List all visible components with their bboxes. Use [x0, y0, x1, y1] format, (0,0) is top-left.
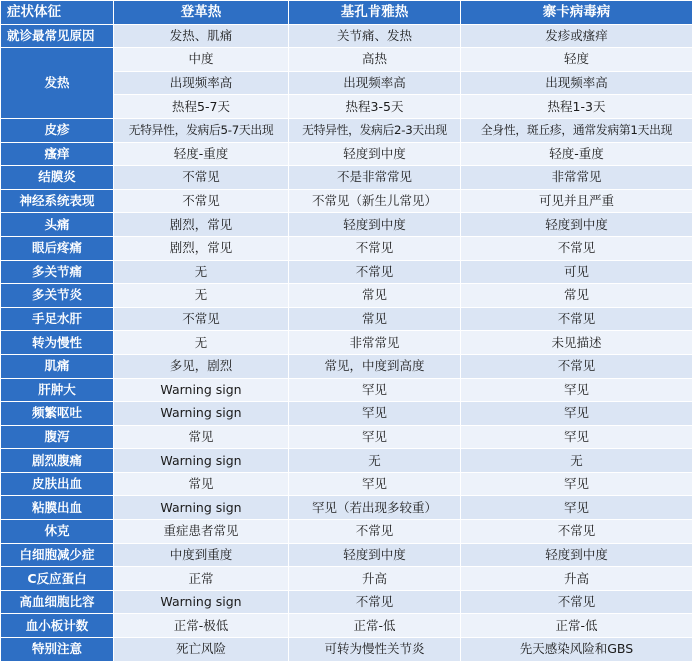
table-row — [1, 449, 692, 473]
cell-zika: 无 — [461, 449, 692, 473]
cell-zika: 轻度 — [461, 48, 692, 72]
table-row — [1, 213, 692, 237]
header-symptom: 症状体征 — [1, 1, 114, 25]
cell-zika: 罕见 — [461, 472, 692, 496]
table-row — [1, 236, 692, 260]
table-row — [1, 284, 692, 308]
row-label: 频繁呕吐 — [1, 402, 114, 426]
cell-chikungunya: 关节痛、发热 — [289, 24, 461, 48]
cell-zika: 不常见 — [461, 307, 692, 331]
row-label: 休克 — [1, 520, 114, 544]
cell-chikungunya: 常见，中度到高度 — [289, 354, 461, 378]
cell-zika: 不常见 — [461, 590, 692, 614]
row-label: 结膜炎 — [1, 166, 114, 190]
row-label: 眼后疼痛 — [1, 236, 114, 260]
cell-dengue: 不常见 — [114, 307, 289, 331]
cell-zika: 轻度-重度 — [461, 142, 692, 166]
row-label: 肝肿大 — [1, 378, 114, 402]
row-label: C反应蛋白 — [1, 567, 114, 591]
table-row — [1, 260, 692, 284]
row-label: 多关节痛 — [1, 260, 114, 284]
row-label: 皮肤出血 — [1, 472, 114, 496]
cell-zika: 不常见 — [461, 520, 692, 544]
row-label: 皮疹 — [1, 118, 114, 142]
cell-dengue: 轻度-重度 — [114, 142, 289, 166]
cell-chikungunya: 罕见 — [289, 472, 461, 496]
cell-zika: 正常-低 — [461, 614, 692, 638]
table-row — [1, 142, 692, 166]
cell-zika: 不常见 — [461, 354, 692, 378]
cell-chikungunya: 热程3-5天 — [289, 95, 461, 119]
cell-chikungunya: 轻度到中度 — [289, 213, 461, 237]
header-chikungunya: 基孔肯雅热 — [289, 1, 461, 25]
table-row — [1, 331, 692, 355]
table-row — [1, 543, 692, 567]
cell-zika: 轻度到中度 — [461, 213, 692, 237]
cell-chikungunya: 不常见 — [289, 590, 461, 614]
cell-dengue: 出现频率高 — [114, 71, 289, 95]
cell-chikungunya: 轻度到中度 — [289, 543, 461, 567]
cell-dengue: 正常 — [114, 567, 289, 591]
cell-zika: 可见 — [461, 260, 692, 284]
cell-zika: 罕见 — [461, 425, 692, 449]
cell-zika: 可见并且严重 — [461, 189, 692, 213]
cell-dengue: 无 — [114, 260, 289, 284]
cell-zika: 罕见 — [461, 402, 692, 426]
cell-dengue: 剧烈，常见 — [114, 236, 289, 260]
cell-zika: 非常常见 — [461, 166, 692, 190]
row-label: 白细胞减少症 — [1, 543, 114, 567]
cell-dengue: 发热、肌痛 — [114, 24, 289, 48]
header-row — [1, 1, 692, 25]
row-label: 转为慢性 — [1, 331, 114, 355]
row-label: 就诊最常见原因 — [1, 24, 114, 48]
row-label: 肌痛 — [1, 354, 114, 378]
cell-zika: 升高 — [461, 567, 692, 591]
cell-zika: 轻度到中度 — [461, 543, 692, 567]
cell-zika: 热程1-3天 — [461, 95, 692, 119]
table-row — [1, 354, 692, 378]
table-row — [1, 118, 692, 142]
cell-zika: 罕见 — [461, 378, 692, 402]
cell-dengue: 无 — [114, 284, 289, 308]
cell-chikungunya: 正常-低 — [289, 614, 461, 638]
cell-chikungunya: 不常见 — [289, 260, 461, 284]
cell-zika: 出现频率高 — [461, 71, 692, 95]
row-label: 发热 — [1, 48, 114, 119]
table-row — [1, 425, 692, 449]
cell-chikungunya: 无 — [289, 449, 461, 473]
cell-dengue: 无特异性，发病后5-7天出现 — [114, 118, 289, 142]
cell-chikungunya: 常见 — [289, 307, 461, 331]
cell-dengue: Warning sign — [114, 402, 289, 426]
table-row — [1, 590, 692, 614]
cell-chikungunya: 不常见 — [289, 236, 461, 260]
cell-chikungunya: 罕见 — [289, 378, 461, 402]
cell-chikungunya: 不常见 — [289, 520, 461, 544]
cell-zika: 全身性，斑丘疹，通常发病第1天出现 — [461, 118, 692, 142]
cell-zika: 发疹或瘙痒 — [461, 24, 692, 48]
table-row — [1, 520, 692, 544]
table-row — [1, 402, 692, 426]
table-row — [1, 24, 692, 48]
row-label: 高血细胞比容 — [1, 590, 114, 614]
table-row — [1, 567, 692, 591]
cell-chikungunya: 无特异性，发病后2-3天出现 — [289, 118, 461, 142]
cell-chikungunya: 不是非常常见 — [289, 166, 461, 190]
row-label: 腹泻 — [1, 425, 114, 449]
table-row — [1, 472, 692, 496]
cell-dengue: 剧烈，常见 — [114, 213, 289, 237]
cell-chikungunya: 出现频率高 — [289, 71, 461, 95]
table-row — [1, 496, 692, 520]
row-label: 手足水肝 — [1, 307, 114, 331]
table-row — [1, 189, 692, 213]
cell-dengue: 不常见 — [114, 166, 289, 190]
table-row — [1, 48, 692, 72]
cell-zika: 罕见 — [461, 496, 692, 520]
table-row — [1, 166, 692, 190]
cell-chikungunya: 罕见 — [289, 402, 461, 426]
cell-dengue: 正常-极低 — [114, 614, 289, 638]
row-label: 神经系统表现 — [1, 189, 114, 213]
row-label: 血小板计数 — [1, 614, 114, 638]
cell-dengue: Warning sign — [114, 496, 289, 520]
cell-dengue: Warning sign — [114, 378, 289, 402]
cell-dengue: Warning sign — [114, 449, 289, 473]
cell-chikungunya: 罕见（若出现多较重） — [289, 496, 461, 520]
table-row — [1, 614, 692, 638]
cell-chikungunya: 高热 — [289, 48, 461, 72]
cell-zika: 未见描述 — [461, 331, 692, 355]
cell-chikungunya: 不常见（新生儿常见） — [289, 189, 461, 213]
table-row — [1, 638, 692, 662]
cell-chikungunya: 升高 — [289, 567, 461, 591]
cell-chikungunya: 非常常见 — [289, 331, 461, 355]
cell-chikungunya: 轻度到中度 — [289, 142, 461, 166]
cell-dengue: 死亡风险 — [114, 638, 289, 662]
cell-zika: 不常见 — [461, 236, 692, 260]
cell-dengue: 重症患者常见 — [114, 520, 289, 544]
cell-dengue: 常见 — [114, 472, 289, 496]
cell-chikungunya: 罕见 — [289, 425, 461, 449]
cell-dengue: Warning sign — [114, 590, 289, 614]
header-dengue: 登革热 — [114, 1, 289, 25]
cell-dengue: 不常见 — [114, 189, 289, 213]
cell-chikungunya: 常见 — [289, 284, 461, 308]
header-zika: 寨卡病毒病 — [461, 1, 692, 25]
row-label: 剧烈腹痛 — [1, 449, 114, 473]
row-label: 特别注意 — [1, 638, 114, 662]
cell-zika: 常见 — [461, 284, 692, 308]
row-label: 头痛 — [1, 213, 114, 237]
table-row — [1, 378, 692, 402]
cell-dengue: 多见，剧烈 — [114, 354, 289, 378]
cell-chikungunya: 可转为慢性关节炎 — [289, 638, 461, 662]
cell-dengue: 常见 — [114, 425, 289, 449]
cell-dengue: 中度 — [114, 48, 289, 72]
cell-dengue: 中度到重度 — [114, 543, 289, 567]
cell-zika: 先天感染风险和GBS — [461, 638, 692, 662]
row-label: 瘙痒 — [1, 142, 114, 166]
row-label: 多关节炎 — [1, 284, 114, 308]
cell-dengue: 热程5-7天 — [114, 95, 289, 119]
table-row — [1, 307, 692, 331]
row-label: 粘膜出血 — [1, 496, 114, 520]
cell-dengue: 无 — [114, 331, 289, 355]
